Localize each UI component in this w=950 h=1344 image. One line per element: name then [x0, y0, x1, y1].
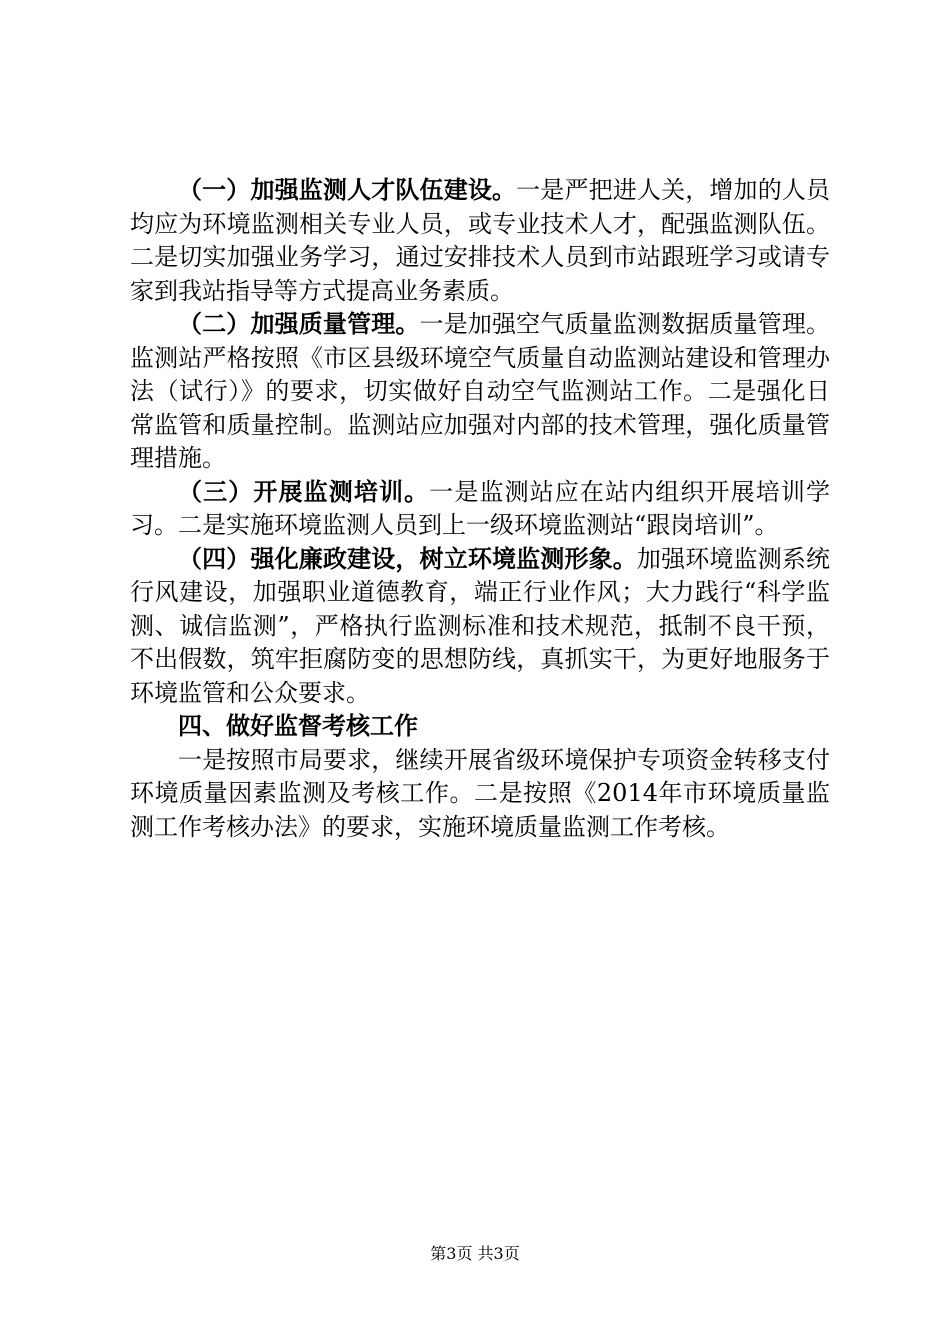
paragraph-lead: （二）加强质量管理。 — [178, 310, 420, 338]
paragraph-talent-team — [130, 174, 830, 308]
section-heading: 四、做好监督考核工作 — [178, 712, 418, 740]
paragraph-lead: （三）开展监测培训。 — [178, 477, 430, 506]
paragraph-quality-management — [130, 308, 830, 476]
paragraph-training — [130, 476, 830, 543]
paragraph-text: 一是监测站应在站内组织开展培训学习。二是实施环境监测人员到上一级环境监测站“跟岗培训”。 — [130, 477, 831, 539]
page-number: 第3页 共3页 — [430, 1244, 520, 1263]
paragraph-text: 一是严把进人关，增加的人员均应为环境监测相关专业人员，或专业技术人才，配强监测队伍。二是切实加强业务学习，通过安排技术人员到市站跟班学习或请专家到我站指导等方式提高业务素质。 — [130, 176, 831, 305]
paragraph-integrity — [130, 543, 830, 711]
paragraph-lead: （一）加强监测人才队伍建设。 — [178, 176, 517, 204]
paragraph-supervision: 一是按照市局要求，继续开展省级环境保护专项资金转移支付环境质量因素监测及考核工作。二是按照《2014年市环境质量监测工作考核办法》的要求，实施环境质量监测工作考核。 — [130, 745, 830, 841]
document-body — [130, 174, 830, 844]
paragraph-text: 一是加强空气质量监测数据质量管理。监测站严格按照《市区县级环境空气质量自动监测站建设和管理办法（试行）》的要求，切实做好自动空气监测站工作。二是强化日常监管和质量控制。监测站应加强对内部的技术管理，强化质量管理措施。 — [130, 310, 831, 472]
paragraph-text: 加强环境监测系统行风建设，加强职业道德教育，端正行业作风；大力践行“科学监测、诚信监测”，严格执行监测标准和技术规范，抵制不良干预，不出假数，筑牢拒腐防变的思想防线，真抓实干，为更好地服务于环境监管和公众要求。 — [130, 544, 830, 707]
paragraph-lead: （四）强化廉政建设，树立环境监测形象。 — [178, 544, 637, 573]
